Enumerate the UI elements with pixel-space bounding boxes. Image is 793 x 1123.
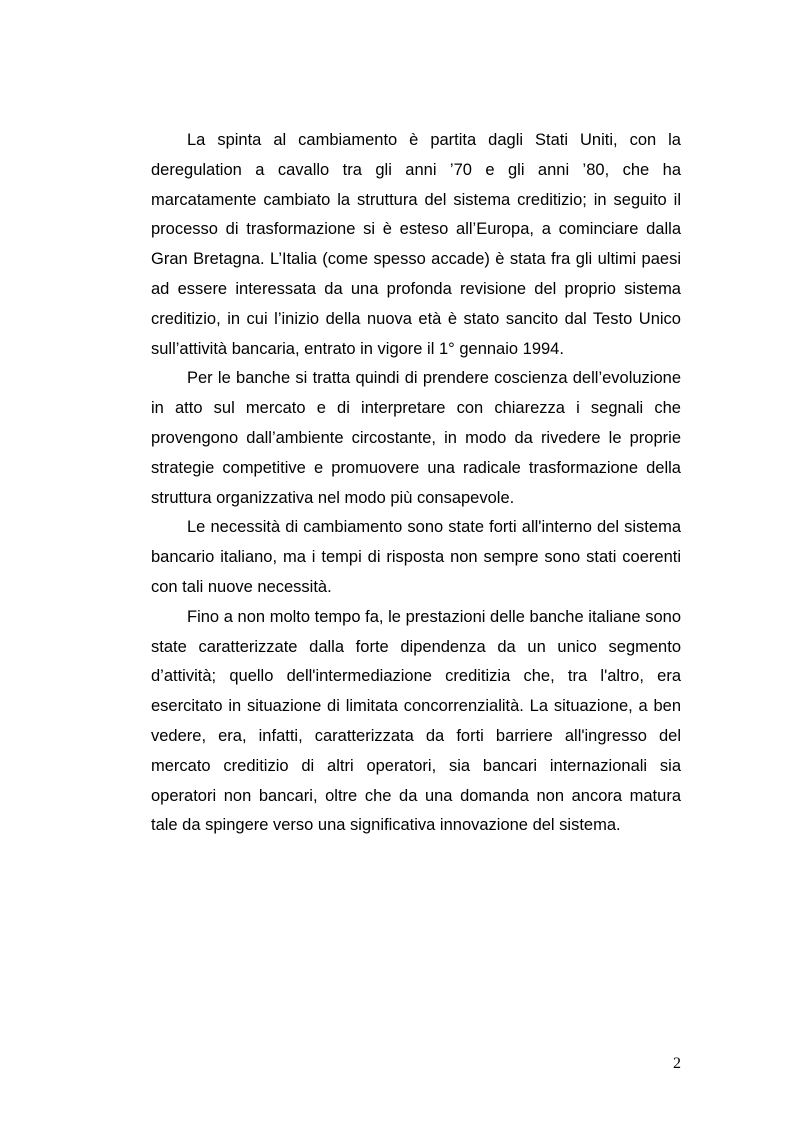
paragraph: Le necessità di cambiamento sono state forti all'interno del sistema bancario italiano, ma i tempi di risposta non sempre sono stati coerenti con tali nuove necessità. <box>151 518 681 596</box>
body-text <box>151 126 681 841</box>
paragraph: Per le banche si tratta quindi di prendere coscienza dell’evoluzione in atto sul mercato e di interpretare con chiarezza i segnali che provengono dall’ambiente circostante, in modo da rivedere le proprie strategie competitive e promuovere una radicale trasformazione della struttura organizzativa nel modo più consapevole. <box>151 369 681 507</box>
page-number: 2 <box>673 1055 681 1072</box>
paragraph: La spinta al cambiamento è partita dagli Stati Uniti, con la deregulation a cavallo tra gli anni ’70 e gli anni ’80, che ha marcatamente cambiato la struttura del sistema creditizio; in seguito il processo di trasformazione si è esteso all’Europa, a cominciare dalla Gran Bretagna. L’Italia (come spesso accade) è stata fra gli ultimi paesi ad essere interessata da una profonda revisione del proprio sistema creditizio, in cui l’inizio della nuova età è stato sancito dal Testo Unico sull’attività bancaria, entrato in vigore il 1° gennaio 1994. <box>151 131 681 358</box>
paragraph: Fino a non molto tempo fa, le prestazioni delle banche italiane sono state caratterizzate dalla forte dipendenza da un unico segmento d’attività; quello dell'intermediazione creditizia che, tra l'altro, era esercitato in situazione di limitata concorrenzialità. La situazione, a ben vedere, era, infatti, caratterizzata da forti barriere all'ingresso del mercato creditizio di altri operatori, sia bancari internazionali sia operatori non bancari, oltre che da una domanda non ancora matura tale da spingere verso una significativa innovazione del sistema. <box>151 607 681 835</box>
